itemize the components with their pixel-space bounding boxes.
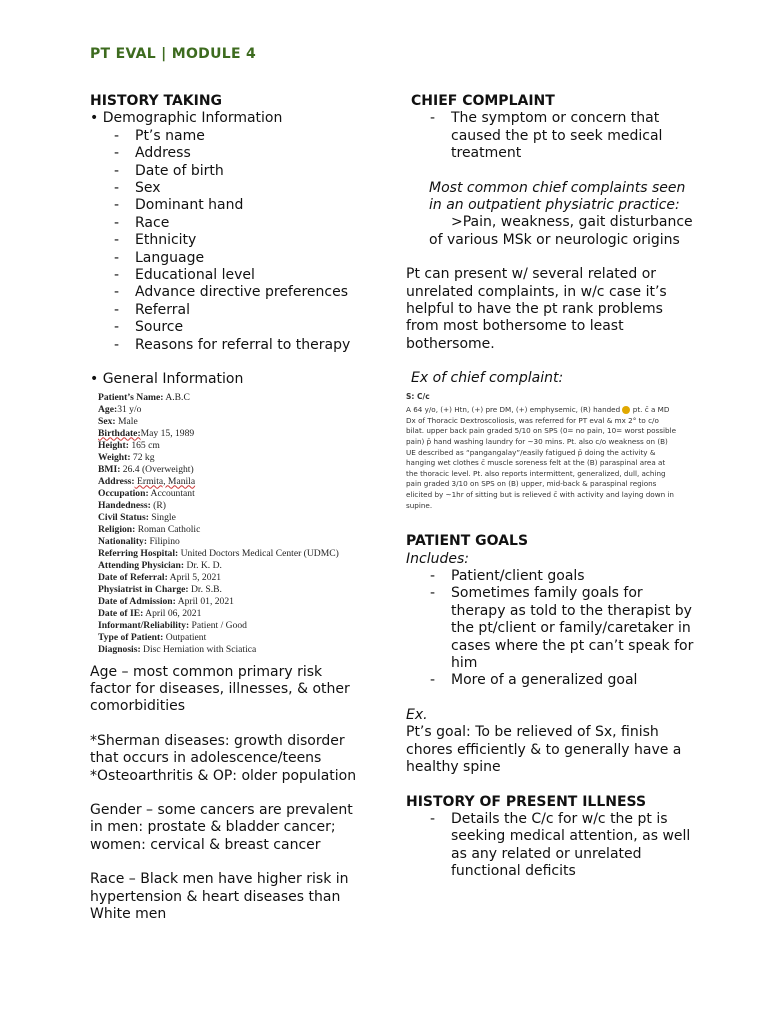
patient-info-row <box>98 596 365 608</box>
cc-example-label: Ex of chief complaint: <box>411 370 564 387</box>
general-info-label: • General Information <box>90 371 244 388</box>
patient-info-row <box>98 512 365 524</box>
patient-info-value: Filipino <box>147 535 180 547</box>
demographic-item: - Language <box>90 250 365 267</box>
demographic-item: - Date of birth <box>90 163 365 180</box>
patient-info-value: 72 kg <box>130 451 155 463</box>
patient-info-key: Height: <box>98 439 129 451</box>
patient-info-key: Age: <box>98 403 118 415</box>
oa-text: *Osteoarthritis & OP: older population <box>90 767 357 784</box>
patient-info-value: April 5, 2021 <box>167 571 222 583</box>
patient-info-value: 31 y/o <box>117 403 142 415</box>
demographic-item: - Ethnicity <box>90 232 365 249</box>
patient-info-value: Roman Catholic <box>135 523 201 535</box>
page-header: PT EVAL | MODULE 4 <box>90 46 257 62</box>
demographic-item: - Dominant hand <box>90 197 365 214</box>
patient-info-value: Patient / Good <box>189 619 247 631</box>
patient-info-row <box>98 416 365 428</box>
patient-info-value: April 06, 2021 <box>143 607 202 619</box>
patient-info-value: Outpatient <box>163 631 207 643</box>
age-text: Age – most common primary risk factor for diseases, illnesses, & other comorbidities <box>90 663 350 715</box>
patient-info-row <box>98 404 365 416</box>
patient-info-row <box>98 428 365 440</box>
demographic-item: - Referral <box>90 302 365 319</box>
patient-info-scan <box>98 392 365 656</box>
patient-info-key: Civil Status: <box>98 511 149 523</box>
includes-label: Includes: <box>406 550 469 567</box>
patient-info-key: Attending Physician: <box>98 559 185 571</box>
patient-info-value: Dr. S.B. <box>188 583 222 595</box>
patient-info-row <box>98 452 365 464</box>
patient-info-key: Date of Admission: <box>98 595 176 607</box>
patient-info-value: May 15, 1989 <box>140 427 195 439</box>
sherman-text: *Sherman diseases: growth disorder that occurs in adolescence/teens <box>90 732 345 767</box>
patient-info-key: Handedness: <box>98 499 151 511</box>
patient-info-key: Date of IE: <box>98 607 144 619</box>
goal-item: - Patient/client goals <box>406 568 696 585</box>
hpi-list <box>406 811 696 881</box>
patient-info-value: Single <box>148 511 176 523</box>
common-cc-label: Most common chief complaints seen in an outpatient physiatric practice: <box>429 179 686 214</box>
patient-info-value: A.B.C <box>163 391 190 403</box>
patient-info-key: Occupation: <box>98 487 149 499</box>
patient-info-key: Nationality: <box>98 535 148 547</box>
patient-info-row <box>98 560 365 572</box>
patient-info-key: Type of Patient: <box>98 631 164 643</box>
patient-goals-title: PATIENT GOALS <box>406 533 529 550</box>
patient-info-value: 26.4 (Overweight) <box>120 463 194 475</box>
demographic-item: - Educational level <box>90 267 365 284</box>
demographic-item: - Race <box>90 215 365 232</box>
patient-info-value: Male <box>115 415 138 427</box>
demographic-item: - Address <box>90 145 365 162</box>
patient-info-key: Birthdate: <box>98 427 141 439</box>
patient-info-key: Diagnosis: <box>98 643 141 655</box>
demographic-item: - Advance directive preferences <box>90 284 365 301</box>
goal-item: - Sometimes family goals for therapy as told to the therapist by the pt/client or family/caretaker in cases where the pt can’t speak for him <box>406 585 696 672</box>
cc-example-scan <box>406 392 676 512</box>
patient-info-row <box>98 536 365 548</box>
patient-info-row <box>98 608 365 620</box>
left-column <box>90 93 365 923</box>
goal-example-text: Pt’s goal: To be relieved of Sx, finish chores efficiently & to generally have a healthy spine <box>406 724 682 776</box>
patient-info-value: 165 cm <box>128 439 160 451</box>
cc-example-text-1: A 64 y/o, (+) Htn, (+) pre DM, (+) emphysemic, (R) handed <box>406 405 621 415</box>
goal-example-label: Ex. <box>406 706 428 723</box>
patient-info-value: (R) <box>150 499 166 511</box>
demographic-item: - Reasons for referral to therapy <box>90 337 365 354</box>
sc-label: S: C/c <box>406 391 430 401</box>
emoji-face-icon <box>622 406 630 414</box>
race-text: Race – Black men have higher risk in hypertension & heart diseases than White men <box>90 871 349 922</box>
patient-info-key: Address: <box>98 475 135 487</box>
patient-info-row <box>98 476 365 488</box>
patient-info-value: Ermita, Manila <box>134 475 196 487</box>
patient-info-row <box>98 392 365 404</box>
patient-info-row <box>98 632 365 644</box>
patient-info-key: Religion: <box>98 523 136 535</box>
demographic-list <box>90 128 365 354</box>
patient-info-row <box>98 524 365 536</box>
gender-text: Gender – some cancers are prevalent in men: prostate & bladder cancer; women: cervical & breast cancer <box>90 801 353 853</box>
history-taking-title: HISTORY TAKING <box>90 93 223 109</box>
patient-info-key: Sex: <box>98 415 116 427</box>
patient-info-row <box>98 644 365 656</box>
patient-info-row <box>98 548 365 560</box>
patient-info-row <box>98 464 365 476</box>
patient-info-value: United Doctors Medical Center (UDMC) <box>178 547 339 559</box>
patient-info-value: Accountant <box>148 487 195 499</box>
patient-info-key: Referring Hospital: <box>98 547 179 559</box>
common-cc-text: >Pain, weakness, gait disturbance of various MSk or neurologic origins <box>429 214 693 248</box>
patient-info-value: April 01, 2021 <box>175 595 234 607</box>
demographic-item: - Source <box>90 319 365 336</box>
patient-info-key: Physiatrist in Charge: <box>98 583 189 595</box>
hpi-title: HISTORY OF PRESENT ILLNESS <box>406 793 647 810</box>
goal-list <box>406 568 696 690</box>
patient-info-row <box>98 488 365 500</box>
patient-info-key: Weight: <box>98 451 131 463</box>
demographic-item: - Sex <box>90 180 365 197</box>
chief-complaint-title: CHIEF COMPLAINT <box>411 93 555 109</box>
patient-info-key: Date of Referral: <box>98 571 168 583</box>
patient-info-row <box>98 620 365 632</box>
patient-info-row <box>98 584 365 596</box>
demographic-item: - Pt’s name <box>90 128 365 145</box>
patient-info-row <box>98 572 365 584</box>
patient-info-value: Disc Herniation with Sciatica <box>140 643 257 655</box>
patient-info-key: Patient’s Name: <box>98 391 164 403</box>
patient-info-row <box>98 500 365 512</box>
demographic-label: • Demographic Information <box>90 110 283 127</box>
patient-info-row <box>98 440 365 452</box>
right-column <box>406 93 696 881</box>
several-complaints-text: Pt can present w/ several related or unrelated complaints, in w/c case it’s helpful to have the pt rank problems from most bothersome to least bothersome. <box>406 266 667 352</box>
cc-def-list <box>406 110 696 162</box>
goal-item: - More of a generalized goal <box>406 672 696 689</box>
patient-info-value: Dr. K. D. <box>184 559 222 571</box>
cc-definition: - The symptom or concern that caused the pt to seek medical treatment <box>406 110 696 162</box>
patient-info-key: BMI: <box>98 463 121 475</box>
patient-info-key: Informant/Reliability: <box>98 619 190 631</box>
hpi-item: - Details the C/c for w/c the pt is seeking medical attention, as well as any related or unrelated functional deficits <box>406 811 696 881</box>
cc-example-text-2: pt. c̄ a MD Dx of Thoracic Dextroscoliosis, was referred for PT eval & mx 2° to c/o bilat. upper back pain graded 5/10 on SPS (0= no pain, 10= worst possible pain) p̄ hand washing laundry for ~30 mins. Pt. also c/o weakness on (B) UE described as “pangangalay”/easily fatigued p̄ doing the activity & hanging wet clothes c̄ muscle soreness felt at the (B) paraspinal area at the thoracic level. Pt. also reports intermittent, generalized, dull, aching pain graded 3/10 on SPS on (B) upper, mid-back & paraspinal regions elicited by ~1hr of sitting but is relieved c̄ with activity and laying down in supine. <box>406 405 676 510</box>
